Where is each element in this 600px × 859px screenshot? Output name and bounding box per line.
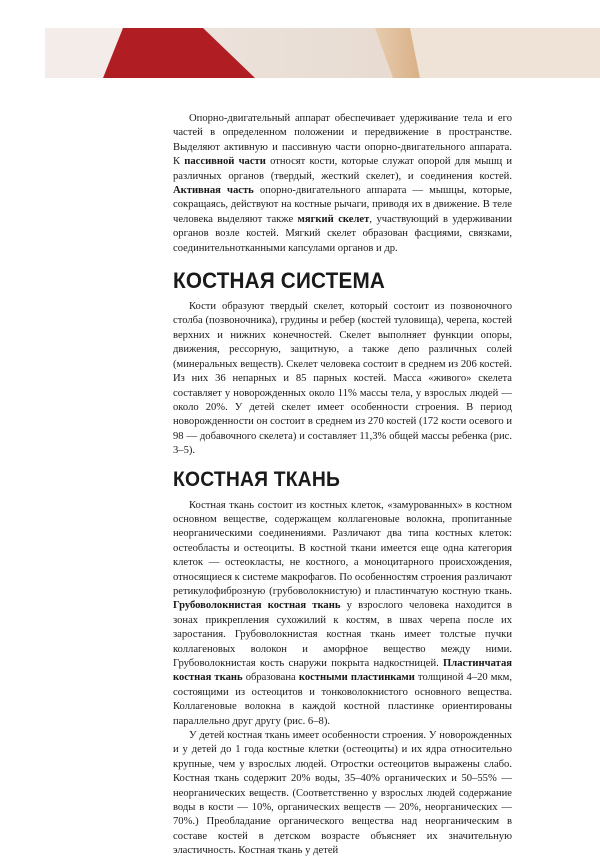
text-run: Кости образуют твердый скелет, который состоит из позвоночного столба (позвоночника), грудины и ребер (костей туловища), черепа, костей верхних и нижних конечностей. Скелет выполняет функции опоры, движения, рессорную, защитную, а также депо различных солей (минеральных веществ). Скелет человека состоит в среднем из 206 костей. Из них 36 непарных и 85 парных костей. Масса «живого» скелета составляет у новорожденных около 11% массы тела, у взрослых людей — около 20%. У детей скелет имеет особенности строения. В период новорожденности он состоит в среднем из 270 костей (172 кости осевого и 98 — добавочного скелета) и составляет 11,3% общей массы ребенка (рис. 3–5).	[173, 301, 512, 457]
header-right-panel	[410, 28, 600, 78]
intro-paragraph	[173, 112, 512, 256]
bold-term: костными пластинками	[298, 672, 415, 684]
bold-term: Активная часть	[173, 185, 254, 197]
bold-term: Грубоволокнистая костная ткань	[173, 600, 341, 612]
bold-term: пассивной части	[184, 156, 266, 168]
page-content	[173, 112, 512, 859]
text-run: У детей костная ткань имеет особенности строения. У новорожденных и у детей до 1 года костные клетки (остеоциты) и их ядра относительно крупные, чем у взрослых людей. Отростки остеоцитов выражены слабо. Костная ткань содержит 20% воды, 35–40% органических и 50–55% — неорганических веществ. (Соответственно у взрослых людей содержание воды в кости — 10%, органических веществ — 20%, неорганических — 70%.) Преобладание органического вещества над неорганическим в составе костей в детском возрасте объясняет их значительную эластичность. Костная ткань у детей	[173, 730, 512, 857]
section-title-bone-tissue: КОСТНАЯ ТКАНЬ	[173, 467, 341, 491]
text-run: у взрослого человека находится в зонах прикрепления сухожилий к костям, в швах черепа после их заростания. Грубоволокнистая костная ткань имеет толстые пучки коллагеновых волокон и аморфное вещество между ними. Грубоволокнистая кость снаружи покрыта надкостницей.	[173, 600, 513, 669]
header-red-stripe	[103, 28, 255, 78]
text-run: опорно-двигательного аппарата — мышцы, которые, сокращаясь, действуют на костные рычаги, приводя их в движение. В теле человека выделяют также	[173, 185, 512, 225]
header-stripe-graphic	[45, 28, 600, 78]
bold-term: Пластинчатая костная ткань	[173, 658, 512, 684]
header-band	[45, 28, 600, 78]
text-run: Костная ткань состоит из костных клеток, «замурованных» в костном основном веществе, содержащем коллагеновые волокна, пропитанные неорганическими соединениями. Различают два типа костных клеток: остеобласты и остеоциты. В костной ткани имеется еще одна категория клеток — остеокласты, не костного, а моноцитарного происхождения, относящиеся к системе макрофагов. По особенностям строения различают ретикулофиброзную (грубоволокнистую) и пластинчатую костную ткань.	[173, 499, 512, 597]
bold-term: мягкий скелет	[297, 213, 370, 225]
text-run: относят кости, которые служат опорой для мышц и различных органов (твердый, жесткий скелет), и соединения костей.	[173, 156, 512, 182]
text-run: , участвующий в удерживании органов возле костей. Мягкий скелет образован фасциями, связками, соединительнотканными капсулами органов и др.	[173, 213, 513, 254]
text-run: толщиной 4–20 мкм, состоящими из остеоцитов и тонковолокнистого основного вещества. Коллагеновые волокна в каждой костной пластинке ориентированы параллельно друг другу (рис. 6–8).	[173, 672, 512, 727]
bone-tissue-paragraph-2	[173, 729, 512, 859]
bone-system-paragraph	[173, 300, 512, 458]
text-run: Опорно-двигательный аппарат обеспечивает удерживание тела и его частей в определенном положении и передвижение в пространстве. Выделяют активную и пассивную части опорно-двигательного аппарата. К	[173, 113, 512, 168]
bone-tissue-paragraph-1	[173, 499, 512, 730]
text-run: образована	[242, 672, 299, 684]
section-title-bone-system: КОСТНАЯ СИСТЕМА	[173, 268, 386, 294]
